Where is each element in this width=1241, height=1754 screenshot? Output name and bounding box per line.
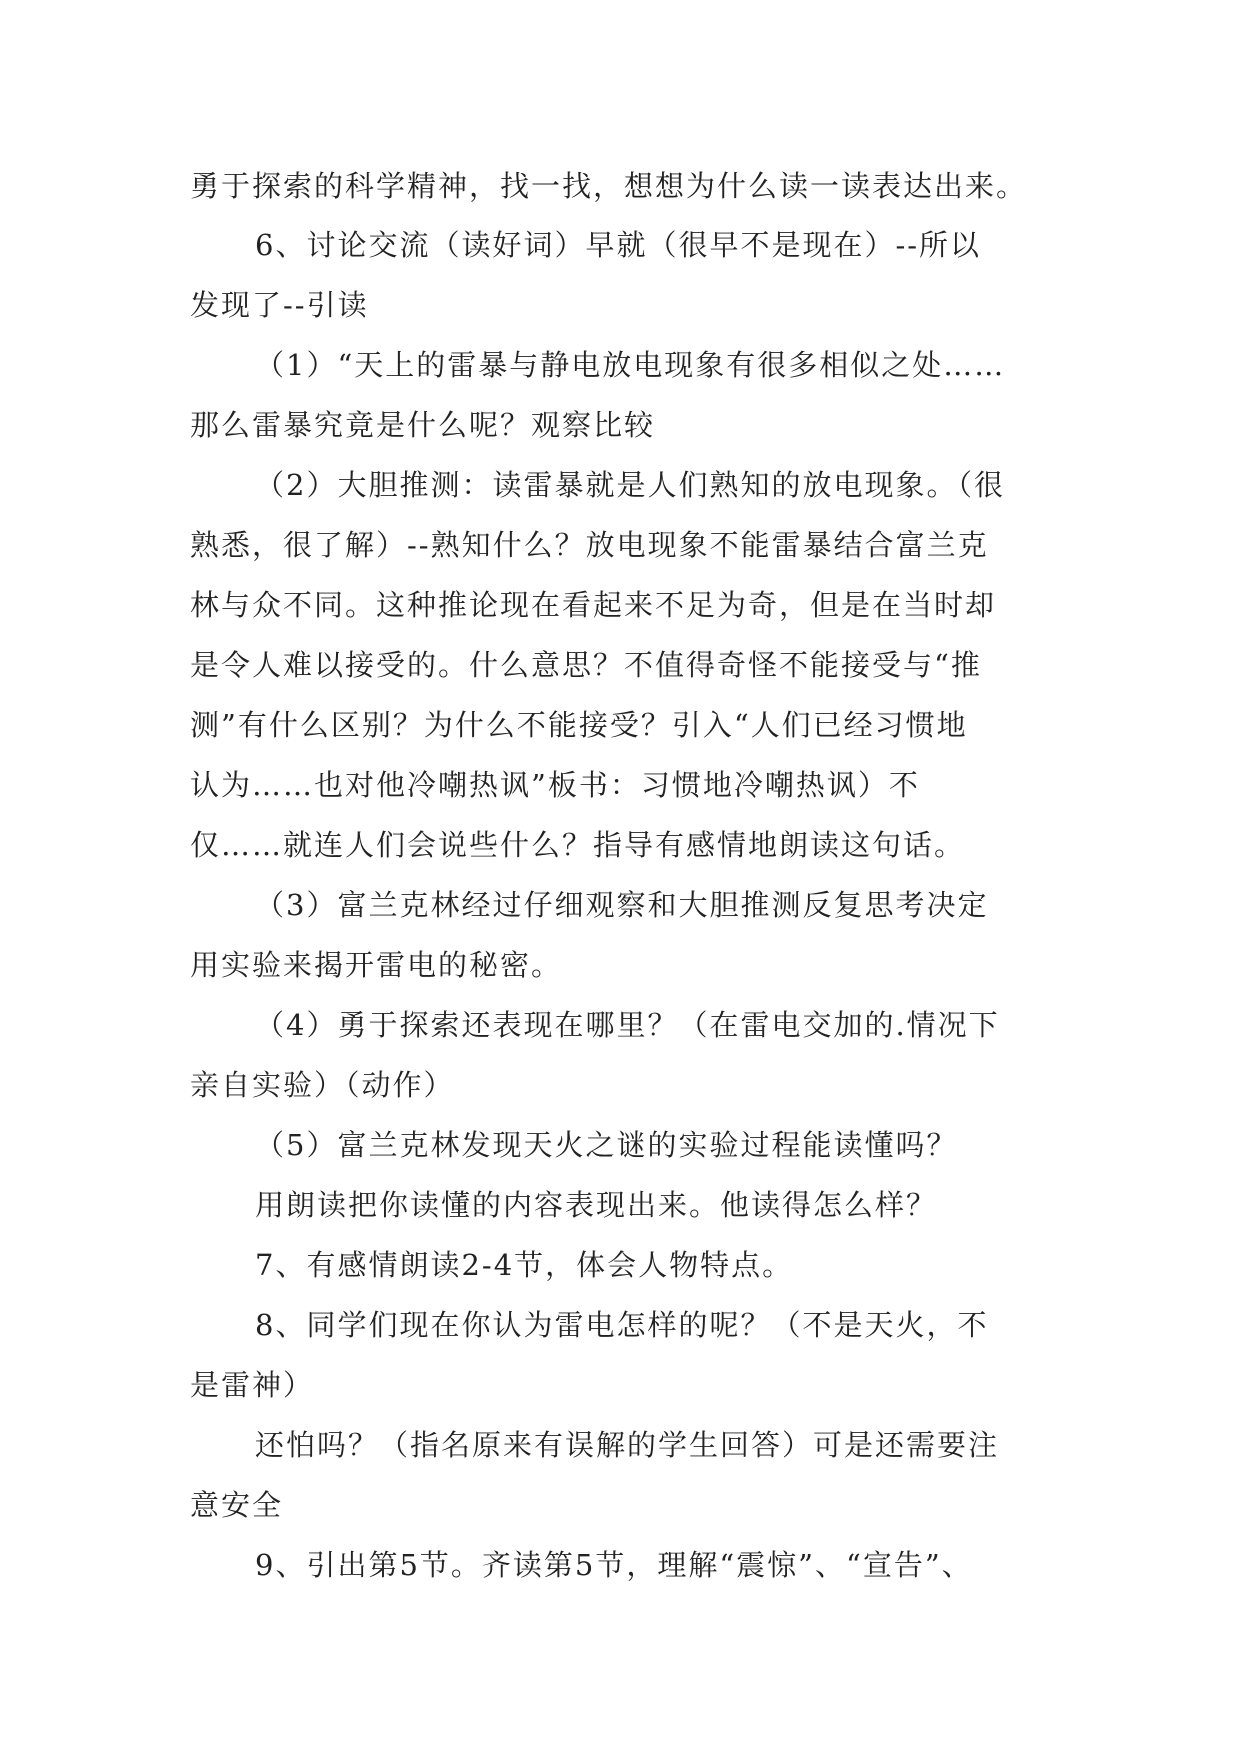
- text-line: 8、同学们现在你认为雷电怎样的呢？（不是天火，不: [255, 1308, 989, 1342]
- text-line: 是令人难以接受的。什么意思？不值得奇怪不能接受与“推: [190, 648, 982, 682]
- text-line: （1）“天上的雷暴与静电放电现象有很多相似之处……: [255, 348, 1006, 382]
- text-line: 还怕吗？（指名原来有误解的学生回答）可是还需要注: [255, 1428, 1000, 1462]
- text-line: （3）富兰克林经过仔细观察和大胆推测反复思考决定: [255, 888, 989, 922]
- text-line: 9、引出第5节。齐读第5节，理解“震惊”、“宣告”、: [255, 1548, 973, 1582]
- text-line: 勇于探索的科学精神，找一找，想想为什么读一读表达出来。: [190, 169, 1028, 203]
- text-line: （5）富兰克林发现天火之谜的实验过程能读懂吗？: [255, 1128, 958, 1162]
- text-line: 认为……也对他冷嘲热讽”板书：习惯地冷嘲热讽）不: [190, 768, 920, 802]
- text-line: 亲自实验）（动作）: [190, 1068, 455, 1102]
- text-line: 是雷神）: [190, 1368, 315, 1402]
- text-line: 测”有什么区别？为什么不能接受？引入“人们已经习惯地: [190, 708, 968, 742]
- text-line: （2）大胆推测：读雷暴就是人们熟知的放电现象。（很: [255, 468, 1005, 502]
- text-line: 6、讨论交流（读好词）早就（很早不是现在）--所以: [255, 228, 982, 262]
- text-line: 用实验来揭开雷电的秘密。: [190, 948, 563, 982]
- text-line: 林与众不同。这种推论现在看起来不足为奇，但是在当时却: [190, 588, 997, 622]
- text-line: 意安全: [190, 1488, 284, 1522]
- text-line: 仅……就连人们会说些什么？指导有感情地朗读这句话。: [190, 828, 966, 862]
- text-line: 熟悉，很了解）--熟知什么？放电现象不能雷暴结合富兰克: [190, 528, 989, 562]
- text-line: 那么雷暴究竟是什么呢？观察比较: [190, 408, 656, 442]
- text-line: （4）勇于探索还表现在哪里？（在雷电交加的.情况下: [255, 1008, 1000, 1042]
- text-line: 7、有感情朗读2-4节，体会人物特点。: [255, 1248, 794, 1282]
- text-line: 用朗读把你读懂的内容表现出来。他读得怎么样？: [255, 1188, 938, 1222]
- text-line: 发现了--引读: [190, 288, 369, 322]
